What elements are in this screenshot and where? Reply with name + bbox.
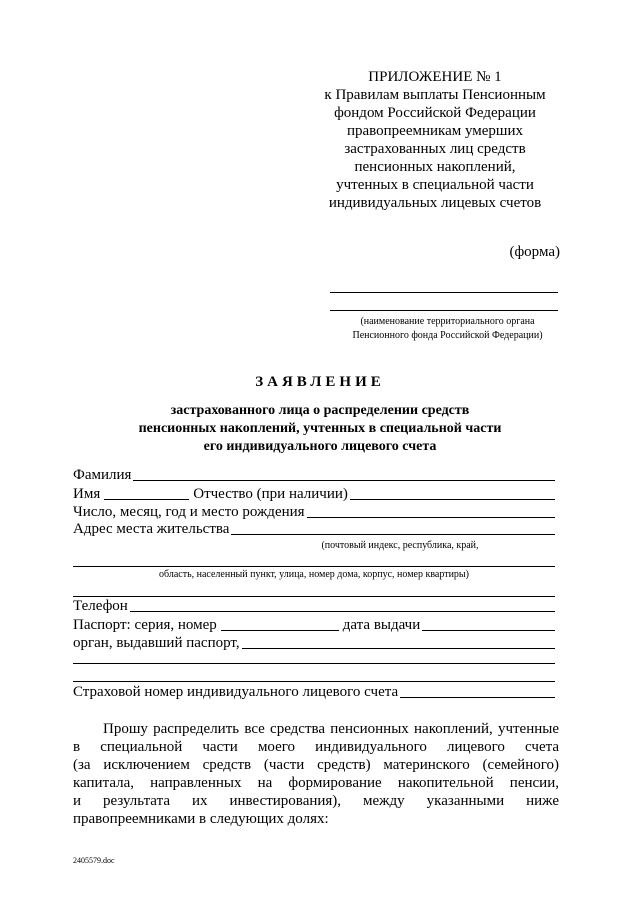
phone-row <box>73 597 555 615</box>
name-label: Имя <box>73 486 101 502</box>
issuer-field[interactable] <box>242 648 555 649</box>
passport-label: Паспорт: серия, номер <box>73 617 217 633</box>
address-row <box>73 520 555 538</box>
snils-row <box>73 683 555 701</box>
surname-row <box>73 466 555 484</box>
organ-caption <box>325 315 570 343</box>
paragraph-line: и результата их инвестирования), между указанными ниже <box>73 793 559 809</box>
issuer-line-3[interactable] <box>73 681 555 682</box>
document-subtitle <box>0 402 640 456</box>
address-label: Адрес места жительства <box>73 521 230 537</box>
paragraph-line: в специальной части моего индивидуального лицевого счета <box>73 739 559 755</box>
birth-row <box>73 503 555 521</box>
organ-name-line-1[interactable] <box>330 292 558 293</box>
appendix-line: индивидуальных лицевых счетов <box>328 195 542 211</box>
form-label: (форма) <box>509 244 560 260</box>
patronymic-label: Отчество (при наличии) <box>193 486 348 502</box>
snils-field[interactable] <box>400 697 555 698</box>
birth-label: Число, месяц, год и место рождения <box>73 504 305 520</box>
address-caption-2: область, населенный пункт, улица, номер дома, корпус, номер квартиры) <box>159 569 469 580</box>
appendix-line: правопреемникам умерших <box>346 123 524 139</box>
snils-label: Страховой номер индивидуального лицевого счета <box>73 684 399 700</box>
surname-field[interactable] <box>133 480 555 481</box>
passport-number-field[interactable] <box>221 630 339 631</box>
footer-filename: 2405579.doc <box>73 856 115 865</box>
organ-name-line-2[interactable] <box>330 310 558 311</box>
phone-field[interactable] <box>130 611 555 612</box>
address-line-2[interactable] <box>73 566 555 567</box>
phone-label: Телефон <box>73 598 128 614</box>
subtitle-line: застрахованного лица о распределении средств <box>170 403 470 418</box>
appendix-line: учтенных в специальной части <box>336 177 534 193</box>
issue-date-field[interactable] <box>422 630 555 631</box>
issuer-line-2[interactable] <box>73 663 555 664</box>
paragraph-line: правопреемниками в следующих долях: <box>73 811 329 827</box>
organ-caption-line: (наименование территориального органа <box>360 316 535 327</box>
subtitle-line: пенсионных накоплений, учтенных в специальной части <box>138 421 502 436</box>
name-row <box>73 485 555 503</box>
surname-label: Фамилия <box>73 467 132 483</box>
issuer-label: орган, выдавший паспорт, <box>73 635 240 651</box>
organ-caption-line: Пенсионного фонда Российской Федерации) <box>352 330 543 341</box>
request-paragraph <box>73 720 559 828</box>
paragraph-line: капитала, направленных на формирование накопительной пенсии, <box>73 775 559 791</box>
patronymic-field[interactable] <box>350 499 555 500</box>
document-title: ЗАЯВЛЕНИЕ <box>255 374 385 390</box>
appendix-line: к Правилам выплаты Пенсионным <box>324 87 546 103</box>
subtitle-line: его индивидуального лицевого счета <box>203 439 437 454</box>
appendix-line: ПРИЛОЖЕНИЕ № 1 <box>368 69 502 85</box>
name-field[interactable] <box>104 499 189 500</box>
appendix-line: застрахованных лиц средств <box>344 141 526 157</box>
paragraph-line: (за исключением средств (части средств) материнского (семейного) <box>73 757 559 773</box>
passport-row <box>73 616 555 634</box>
birth-field[interactable] <box>307 517 555 518</box>
issuer-row <box>73 634 555 652</box>
address-field[interactable] <box>231 534 555 535</box>
appendix-line: фондом Российской Федерации <box>334 105 536 121</box>
appendix-line: пенсионных накоплений, <box>354 159 516 175</box>
issue-date-label: дата выдачи <box>342 617 421 633</box>
paragraph-line: Прошу распределить все средства пенсионных накоплений, учтенные <box>103 721 559 737</box>
address-caption-1: (почтовый индекс, республика, край, <box>321 540 479 551</box>
appendix-header <box>300 68 570 212</box>
